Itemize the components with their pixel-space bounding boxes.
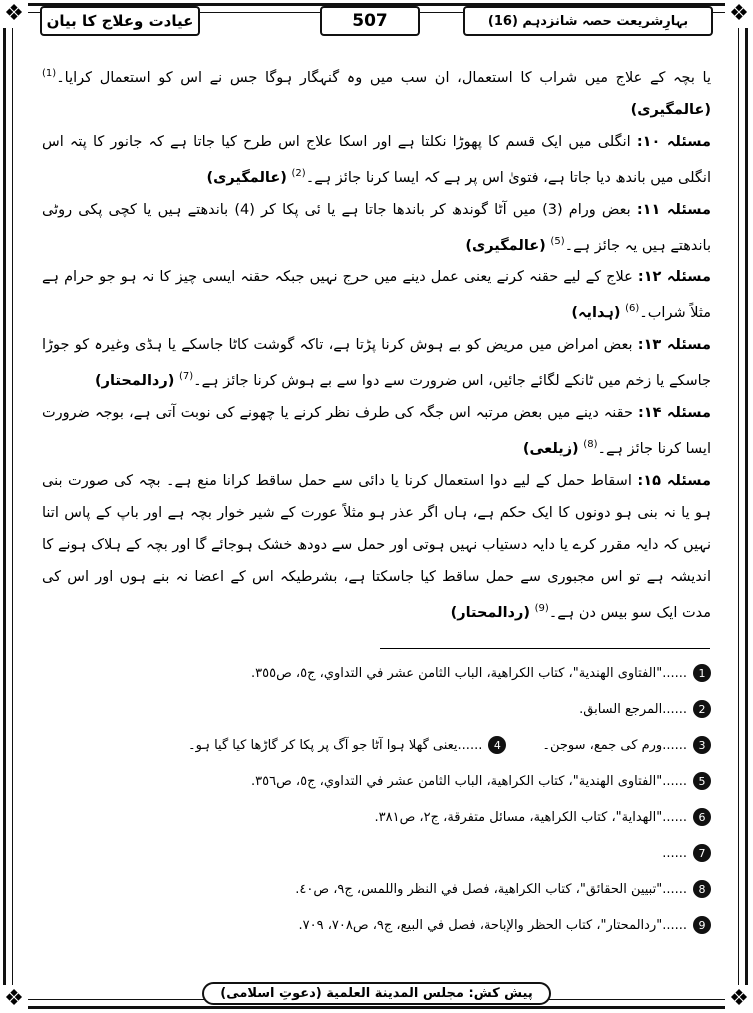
footnote-ref: (2) bbox=[291, 167, 306, 179]
footnote-number: 9 bbox=[693, 916, 711, 934]
footnote-text: ......"الهداية"، كتاب الكراهية، مسائل متفرقة، ج٢، ص٣٨١. bbox=[374, 809, 687, 825]
paragraph-text: علاج کے لیے حقنہ کرنے یعنی عمل دینے میں حرج نہیں جبکہ حقنہ ایسی چیز کا نہ ہو جو حرام ہے مثلاً شراب۔ bbox=[42, 269, 711, 322]
footnote-divider bbox=[380, 648, 710, 649]
footnote-number: 6 bbox=[693, 808, 711, 826]
book-title: بہارِشریعت حصہ شانزدہم bbox=[522, 13, 689, 29]
footnote-text: ...... bbox=[662, 845, 687, 861]
footnote-inline bbox=[188, 736, 506, 754]
masala-label: مسئلہ ۱۲: bbox=[637, 269, 712, 286]
paragraph bbox=[42, 261, 711, 329]
footnote bbox=[42, 799, 711, 835]
footnote-ref: (9) bbox=[534, 602, 549, 614]
masala-label: مسئلہ ۱۳: bbox=[637, 337, 711, 354]
footnote-number: 2 bbox=[693, 700, 711, 718]
publisher-suffix: (دعوتِ اسلامی) bbox=[220, 986, 322, 1001]
footnote-number: 5 bbox=[693, 772, 711, 790]
source-citation: (عالمگیری) bbox=[465, 237, 546, 254]
corner-ornament-icon: ❖ bbox=[0, 985, 28, 1013]
page-number-box bbox=[320, 6, 420, 36]
page-number: 507 bbox=[352, 11, 388, 31]
footnote-number: 4 bbox=[488, 736, 506, 754]
paragraph bbox=[42, 126, 711, 194]
footnote-text: ......المرجع السابق. bbox=[579, 701, 687, 717]
footnote-ref: (5) bbox=[550, 235, 565, 247]
footnote-ref: (1) bbox=[42, 68, 57, 79]
volume-number: (16) bbox=[487, 13, 518, 29]
paragraph-text: بعض ورام (3) میں آٹا گوندھ کر باندھا جاتا ہے یا ئی پکا کر (4) باندھتے ہیں یا کچی پکی روٹی باندھتے ہیں یہ جائز ہے۔ bbox=[42, 201, 711, 254]
publisher-box bbox=[202, 982, 550, 1005]
paragraph-text: اسقاط حمل کے لیے دوا استعمال کرنا یا دائی سے حمل ساقط کرانا منع ہے۔ بچہ کی صورت بنی ہو یا نہ بنی ہو دونوں کا ایک حکم ہے، ہاں اگر عذر ہو مثلاً عورت کے شیر خوار بچہ ہے اور باپ کے پاس اتنا نہیں کہ دایہ مقرر کرے یا دایہ دستیاب نہیں ہوتی اور حمل سے دودھ خشک ہوجائے گا اور بچہ کے ہلاک ہونے کا اندیشہ ہے تو اس مجبوری سے حمل ساقط کیا جاسکتا ہے، بشرطیکہ اس کے اعضا نہ بنے ہوں اور اس کی مدت ایک سو بیس دن ہے۔ bbox=[42, 472, 711, 621]
paragraph bbox=[42, 194, 711, 262]
page-body bbox=[42, 58, 711, 629]
footnote-text: ......"تبيين الحقائق"، كتاب الكراهية، فصل في النظر واللمس، ج٩، ص٤٠. bbox=[295, 881, 687, 897]
footnote-text: ......یعنی گھلا ہوا آٹا جو آگ پر پکا کر گاڑھا کیا گیا ہو۔ bbox=[187, 737, 483, 753]
corner-ornament-icon: ❖ bbox=[0, 0, 28, 28]
footnote-number: 1 bbox=[693, 664, 711, 682]
footnote bbox=[42, 835, 711, 871]
footnote bbox=[42, 763, 711, 799]
footnote bbox=[42, 871, 711, 907]
paragraph bbox=[42, 397, 711, 465]
footer-prefix: پیش کش: bbox=[468, 986, 533, 1001]
footnote-text: ......ورم کی جمع، سوجن۔ bbox=[542, 737, 687, 753]
masala-label: مسئلہ ۱۰: bbox=[636, 133, 712, 150]
chapter-title-box bbox=[40, 6, 200, 36]
paragraph-text: حقنہ دینے میں بعض مرتبہ اس جگہ کی طرف نظر کرنے یا چھونے کی نوبت آتی ہے، بوجہ ضرورت ایسا کرنا جائز ہے۔ bbox=[42, 405, 711, 457]
publisher-name: مجلس المدينة العلمية bbox=[326, 986, 464, 1001]
footnote-text: ......"الفتاوى الهندية"، كتاب الكراهية، الباب الثامن عشر في التداوي، ج٥، ص٣٥٦. bbox=[250, 773, 687, 789]
paragraph bbox=[42, 329, 711, 397]
footnote bbox=[42, 691, 711, 727]
source-citation: (زیلعی) bbox=[522, 440, 579, 457]
source-citation: (ردالمحتار) bbox=[94, 373, 175, 390]
book-title-box bbox=[463, 6, 713, 36]
paragraph-text: انگلی میں ایک قسم کا پھوڑا نکلتا ہے اور اسکا علاج اس طرح کیا جاتا ہے کہ جانور کا پتہ اس انگلی میں باندھ دیا جاتا ہے، فتویٰ اس پر ہے کہ ایسا کرنا جائز ہے۔ bbox=[42, 133, 711, 186]
corner-ornament-icon: ❖ bbox=[725, 0, 753, 28]
footnote bbox=[42, 727, 711, 763]
footnote-text: ......"ردالمحتار"، كتاب الحظر والإباحة، فصل في البيع، ج٩، ص٧٠٨، ٧٠٩. bbox=[298, 917, 687, 933]
masala-label: مسئلہ ۱۵: bbox=[637, 472, 711, 489]
page-footer bbox=[0, 982, 753, 1005]
footnote bbox=[42, 907, 711, 943]
paragraph-text: یا بچہ کے علاج میں شراب کا استعمال، ان سب میں وہ گنہگار ہوگا جس نے اس کو استعمال کرایا۔ bbox=[56, 69, 711, 86]
source-citation: (عالمگیری) bbox=[630, 101, 711, 118]
footnote-number: 7 bbox=[693, 844, 711, 862]
source-citation: (ردالمحتار) bbox=[450, 604, 530, 621]
footnote-number: 8 bbox=[693, 880, 711, 898]
paragraph bbox=[42, 58, 711, 126]
page-header bbox=[30, 6, 723, 40]
source-citation: (عالمگیری) bbox=[206, 169, 287, 186]
masala-label: مسئلہ ۱۱: bbox=[636, 201, 711, 218]
corner-ornament-icon: ❖ bbox=[725, 985, 753, 1013]
paragraph bbox=[42, 465, 711, 629]
footnote-number: 3 bbox=[693, 736, 711, 754]
chapter-title: عیادت وعلاج کا بیان bbox=[46, 12, 194, 30]
source-citation: (ہدایہ) bbox=[571, 305, 621, 322]
footnote-ref: (8) bbox=[583, 439, 598, 451]
masala-label: مسئلہ ۱۴: bbox=[637, 405, 711, 422]
footnote-ref: (6) bbox=[625, 303, 640, 315]
paragraph-text: بعض امراض میں مریض کو بے ہوش کرنا پڑتا ہے، تاکہ گوشت کاٹا جاسکے یا ہڈی وغیرہ کو جوڑا جاسکے یا زخم میں ٹانکے لگائے جائیں، اس ضرورت سے دوا سے بے ہوش کرنا جائز ہے۔ bbox=[42, 337, 711, 390]
footnote-text: ......"الفتاوى الهندية"، كتاب الكراهية، الباب الثامن عشر في التداوي، ج٥، ص٣٥٥. bbox=[250, 665, 687, 681]
footnote bbox=[42, 655, 711, 691]
footnote-ref: (7) bbox=[178, 371, 194, 383]
footnotes bbox=[42, 655, 711, 943]
